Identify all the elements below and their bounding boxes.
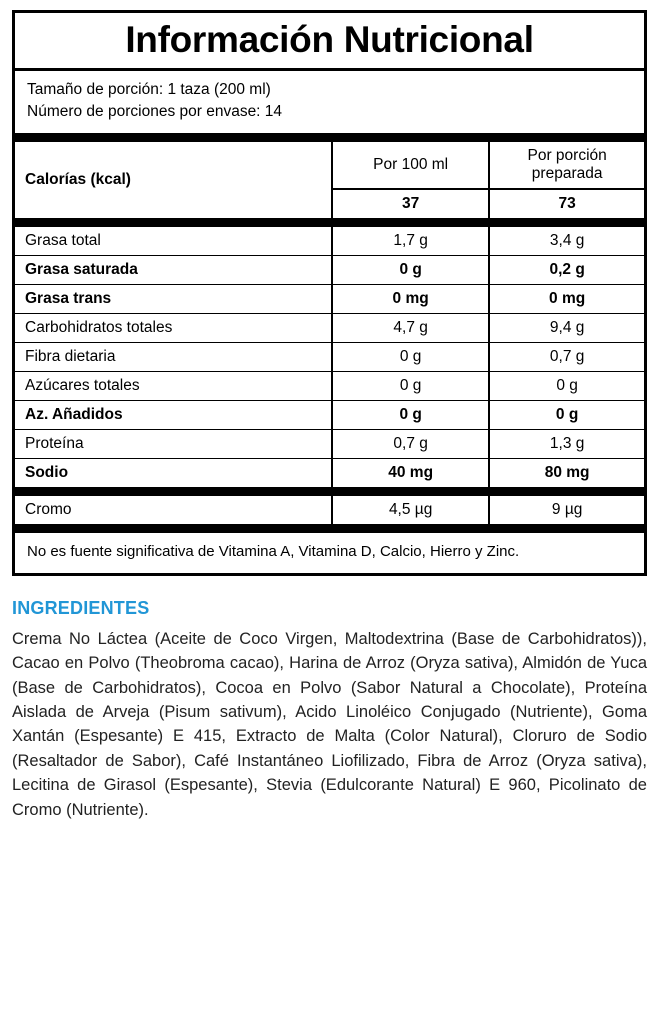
- table-row: [15, 458, 644, 487]
- divider-above-calories: [15, 133, 644, 142]
- nutrient-label: Azúcares totales: [15, 371, 332, 400]
- nutrient-value-per-100ml: 0 g: [332, 342, 489, 371]
- column-header-per-serving: Por porción preparada: [489, 142, 644, 189]
- servings-per-container: Número de porciones por envase: 14: [27, 103, 283, 121]
- divider-under-calories: [15, 218, 644, 227]
- divider-above-footnote: [15, 524, 644, 533]
- nutrient-value-per-100ml: 0 g: [332, 400, 489, 429]
- table-row: [15, 400, 644, 429]
- nutrition-table: [15, 142, 644, 218]
- nutrient-value-per-100ml: 4,7 g: [332, 313, 489, 342]
- table-row: [15, 227, 644, 256]
- micronutrient-table: [15, 496, 644, 524]
- nutrient-value-per-serving: 80 mg: [489, 458, 644, 487]
- table-row: [15, 313, 644, 342]
- nutrient-rows-table: [15, 227, 644, 487]
- nutrient-value-per-serving: 0 g: [489, 371, 644, 400]
- nutrition-facts-page: [0, 10, 659, 1027]
- nutrient-label: Fibra dietaria: [15, 342, 332, 371]
- nutrition-panel: [12, 10, 647, 576]
- nutrient-value-per-serving: 0,2 g: [489, 255, 644, 284]
- nutrient-value-per-serving: 0 g: [489, 400, 644, 429]
- nutrient-value-per-100ml: 0 g: [332, 371, 489, 400]
- nutrient-value-per-100ml: 0,7 g: [332, 429, 489, 458]
- nutrient-label: Grasa total: [25, 231, 101, 249]
- nutrient-value-per-serving: 3,4 g: [489, 227, 644, 256]
- nutrient-value-per-100ml: 0 mg: [332, 284, 489, 313]
- nutrient-label: Az. Añadidos: [15, 400, 332, 429]
- nutrient-value-per-serving: 0 mg: [489, 284, 644, 313]
- nutrient-label: Sodio: [15, 458, 332, 487]
- table-header-row: [15, 142, 644, 189]
- nutrient-value-per-100ml: 40 mg: [332, 458, 489, 487]
- serving-info: [15, 71, 644, 133]
- footnote: No es fuente significativa de Vitamina A, Vitamina D, Calcio, Hierro y Zinc.: [27, 542, 520, 560]
- table-row: [15, 342, 644, 371]
- calories-per-serving: 73: [489, 189, 644, 218]
- ingredients-title: INGREDIENTES: [12, 597, 150, 618]
- divider-above-cromo: [15, 487, 644, 496]
- nutrient-value-per-100ml: 1,7 g: [332, 227, 489, 256]
- table-row: [15, 284, 644, 313]
- nutrient-label: Grasa trans: [15, 284, 332, 313]
- nutrient-label: Grasa saturada: [15, 255, 332, 284]
- ingredients-text: Crema No Láctea (Aceite de Coco Virgen, Maltodextrina (Base de Carbohidratos)), Cacao en Polvo (Theobroma cacao), Harina de Arroz (Oryza sativa), Almidón de Yuca (Base de Carbohidratos), Cocoa en Polvo (Sabor Natural a Chocolate), Proteína Aislada de Arveja (Pisum sativum), Acido Linoléico Conjugado (Nutriente), Goma Xantán (Espesante) E 415, Extracto de Malta (Color Natural), Cloruro de Sodio (Resaltador de Sabor), Café Instantáneo Liofilizado, Fibra de Arroz (Oryza sativa), Lecitina de Girasol (Espesante), Stevia (Edulcorante Natural) E 960, Picolinato de Cromo (Nutriente).: [12, 629, 647, 819]
- nutrient-value-per-100ml: 4,5 µg: [332, 496, 489, 524]
- nutrient-value-per-serving: 9 µg: [489, 496, 644, 524]
- nutrient-label: Carbohidratos totales: [15, 313, 332, 342]
- nutrient-value-per-100ml: 0 g: [332, 255, 489, 284]
- panel-title: Información Nutricional: [125, 19, 534, 60]
- nutrient-label: Cromo: [25, 500, 72, 518]
- nutrient-value-per-serving: 0,7 g: [489, 342, 644, 371]
- calories-label: Calorías (kcal): [25, 170, 131, 188]
- nutrient-label: Proteína: [15, 429, 332, 458]
- calories-per-100ml: 37: [332, 189, 489, 218]
- table-row: [15, 371, 644, 400]
- ingredients-section: [12, 598, 647, 822]
- column-header-per-100ml: Por 100 ml: [332, 142, 489, 189]
- table-row: [15, 255, 644, 284]
- serving-size: Tamaño de porción: 1 taza (200 ml): [27, 81, 271, 98]
- nutrient-value-per-serving: 9,4 g: [489, 313, 644, 342]
- table-row: [15, 429, 644, 458]
- nutrient-value-per-serving: 1,3 g: [489, 429, 644, 458]
- table-row: [15, 496, 644, 524]
